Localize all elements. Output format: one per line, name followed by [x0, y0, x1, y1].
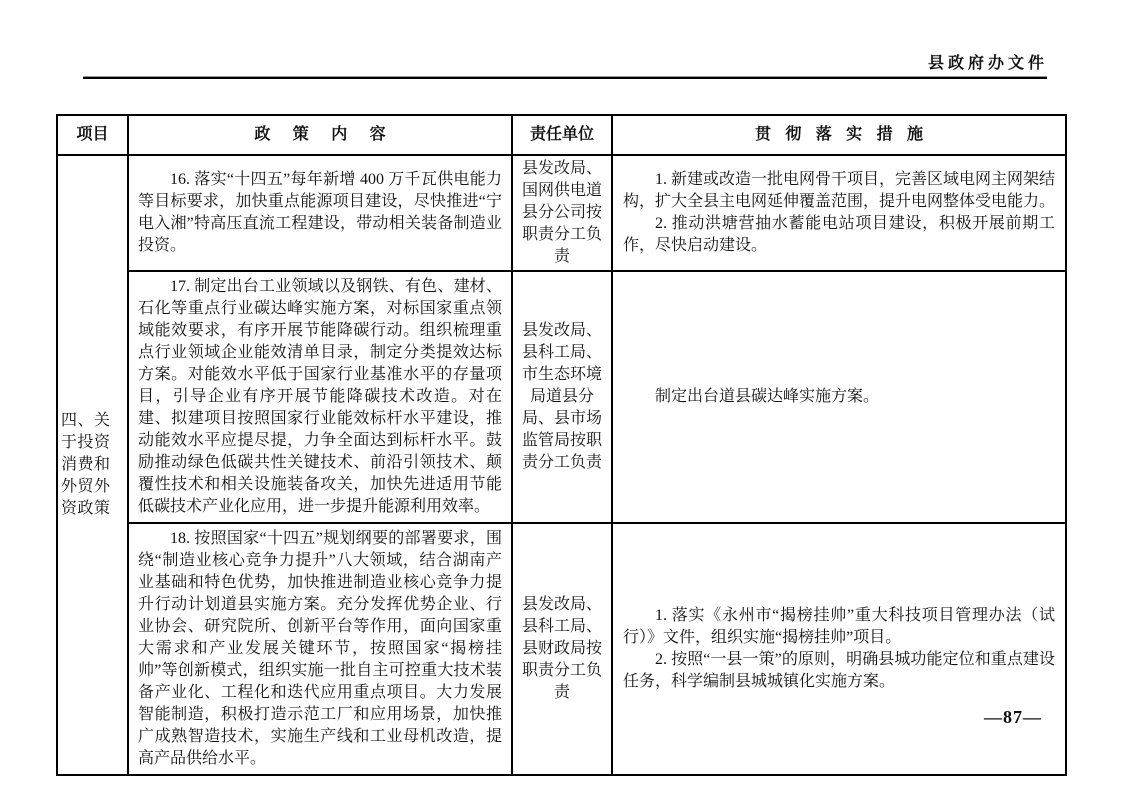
unit-cell: 县发改局、国网供电道县分公司按职责分工负责: [512, 155, 612, 271]
measure-paragraph: 1. 落实《永州市“揭榜挂帅”重大科技项目管理办法（试行）》文件，组织实施“揭榜挂帅”项目。: [623, 607, 1055, 646]
policy-cell: [128, 155, 512, 271]
table-row: [57, 155, 1066, 271]
page-number: —87—: [984, 707, 1042, 727]
column-header-measures: 贯彻落实措施: [612, 115, 1066, 155]
column-header-unit: 责任单位: [512, 115, 612, 155]
table-row: [57, 271, 1066, 523]
header-rule: [83, 76, 1047, 79]
policy-paragraph: 16. 落实“十四五”每年新增 400 万千瓦供电能力等目标要求，加快重点能源项目建设，尽快推进“宁电入湘”特高压直流工程建设，带动相关装备制造业投资。: [138, 171, 502, 254]
category-cell: 四、关于投资消费和外贸外资政策: [57, 155, 128, 775]
measure-paragraph: 2. 推动洪塘营抽水蓄能电站项目建设，积极开展前期工作，尽快启动建设。: [623, 215, 1055, 254]
table-header-row: [57, 115, 1066, 155]
policy-table: [56, 114, 1067, 776]
measure-paragraph: 1. 新建或改造一批电网骨干项目，完善区域电网主网架结构，扩大全县主电网延伸覆盖范围，提升电网整体受电能力。: [623, 171, 1056, 210]
column-header-item: 项目: [57, 115, 128, 155]
policy-cell: [128, 271, 512, 523]
measure-paragraph: 2. 按照“一县一策”的原则，明确县城功能定位和重点建设任务，科学编制县城城镇化实施方案。: [623, 651, 1055, 690]
measures-cell: [612, 155, 1066, 271]
column-header-policy: 政策内容: [128, 115, 512, 155]
table-row: [57, 523, 1066, 775]
page-header-title: 县政府办文件: [927, 55, 1048, 72]
policy-paragraph: 18. 按照国家“十四五”规划纲要的部署要求，围绕“制造业核心竞争力提升”八大领域，结合湖南产业基础和特色优势，加快推进制造业核心竞争力提升行动计划道县实施方案。充分发挥优势企业、行业协会、研究院所、创新平台等作用，面向国家重大需求和产业发展关键环节，按照国家“揭榜挂帅”等创新模式，组织实施一批自主可控重大技术装备产业化、工程化和迭代应用重点项目。大力发展智能制造，积极打造示范工厂和应用场景，加快推广成熟智造技术，实施生产线和工业母机改造，提高产品供给水平。: [138, 530, 502, 767]
policy-paragraph: 17. 制定出台工业领域以及钢铁、有色、建材、石化等重点行业碳达峰实施方案，对标国家重点领域能效要求，有序开展节能降碳行动。组织梳理重点行业领域企业能效清单目录，制定分类提效达标方案。对能效水平低于国家行业基准水平的存量项目，引导企业有序开展节能降碳技术改造。对在建、拟建项目按照国家行业能效标杆水平建设，推动能效水平应提尽提，力争全面达到标杆水平。鼓励推动绿色低碳共性关键技术、前沿引领技术、颠覆性技术和相关设施装备攻关，加快先进适用节能低碳技术产业化应用，进一步提升能源利用效率。: [138, 278, 502, 515]
measure-paragraph: 制定出台道县碳达峰实施方案。: [655, 388, 880, 405]
unit-cell: 县发改局、县科工局、市生态环境局道县分局、县市场监管局按职责分工负责: [512, 271, 612, 523]
unit-cell: 县发改局、县科工局、县财政局按职责分工负责: [512, 523, 612, 775]
measures-cell: [612, 523, 1066, 775]
policy-cell: [128, 523, 512, 775]
measures-cell: [612, 271, 1066, 523]
